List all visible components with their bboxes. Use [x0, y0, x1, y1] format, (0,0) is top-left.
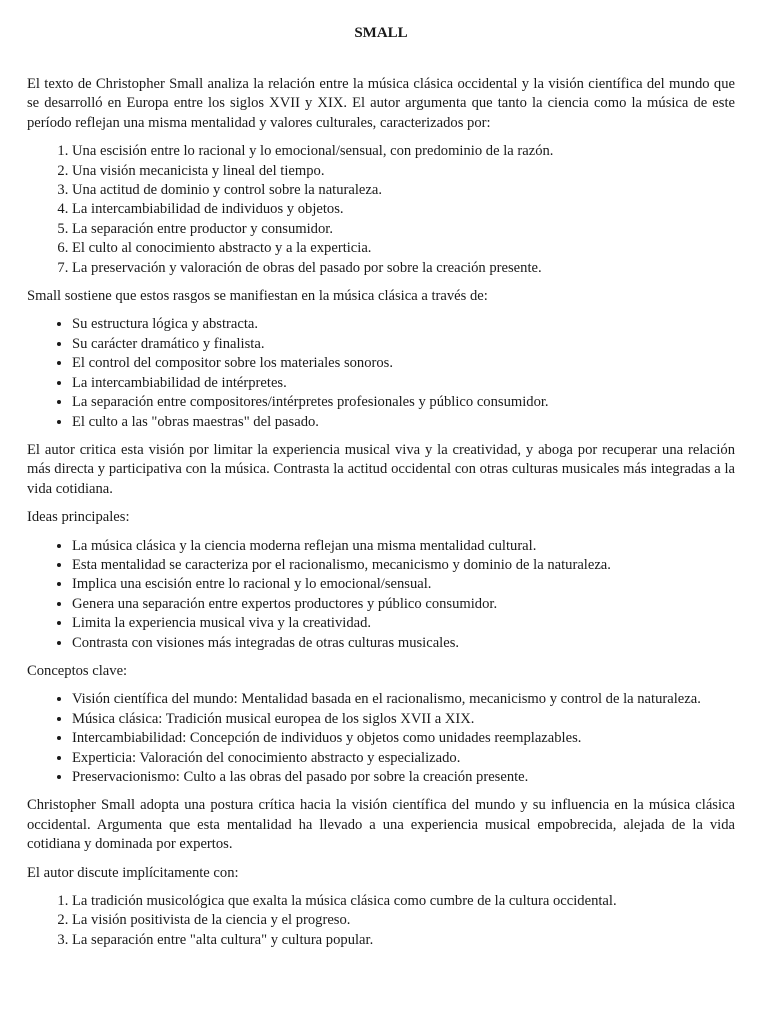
- concepts-heading: Conceptos clave:: [27, 662, 128, 679]
- list-item: • La intercambiabilidad de intérpretes.: [72, 374, 735, 393]
- list-item: 6. El culto al conocimiento abstracto y a la experticia.: [72, 239, 735, 258]
- intro-paragraph: El texto de Christopher Small analiza la relación entre la música clásica occidental y la visión científica del mundo que se desarrolló en Europa entre los siglos XVII y XIX. El autor argumenta que tanto la ciencia como la música de este período reflejan una misma mentalidad y valores culturales, caracterizados por:: [27, 76, 735, 131]
- list-item: • Esta mentalidad se caracteriza por el racionalismo, mecanicismo y dominio de la naturaleza.: [72, 556, 735, 575]
- list-item: • Implica una escisión entre lo racional y lo emocional/sensual.: [72, 575, 735, 594]
- manifestations-list: [27, 315, 735, 431]
- list-item: • Su carácter dramático y finalista.: [72, 335, 735, 354]
- traits-list: [27, 142, 735, 278]
- document-title: SMALL: [354, 25, 408, 41]
- list-item: • El culto a las "obras maestras" del pasado.: [72, 413, 735, 432]
- stance-paragraph: Christopher Small adopta una postura crítica hacia la visión científica del mundo y su influencia en la música clásica occidental. Argumenta que esta mentalidad ha llevado a una experiencia musical empobrecida, alejada de la vida cotidiana y dominada por expertos.: [27, 797, 735, 853]
- list-item: • La música clásica y la ciencia moderna reflejan una misma mentalidad cultural.: [72, 537, 735, 556]
- discussion-heading: El autor discute implícitamente con:: [27, 864, 239, 881]
- list-item: 2. Una visión mecanicista y lineal del tiempo.: [72, 162, 735, 181]
- list-item: 3. La separación entre "alta cultura" y cultura popular.: [72, 931, 735, 950]
- list-item: 4. La intercambiabilidad de individuos y objetos.: [72, 200, 735, 219]
- list-item: 7. La preservación y valoración de obras del pasado por sobre la creación presente.: [72, 259, 735, 278]
- list-item: 3. Una actitud de dominio y control sobre la naturaleza.: [72, 181, 735, 200]
- list-item: • Genera una separación entre expertos productores y público consumidor.: [72, 595, 735, 614]
- list-item: • Intercambiabilidad: Concepción de individuos y objetos como unidades reemplazables.: [72, 729, 735, 748]
- list-item: • Experticia: Valoración del conocimiento abstracto y especializado.: [72, 749, 735, 768]
- list-item: 1. Una escisión entre lo racional y lo emocional/sensual, con predominio de la razón.: [72, 142, 735, 161]
- list-item: • Música clásica: Tradición musical europea de los siglos XVII a XIX.: [72, 710, 735, 729]
- list-item: • Visión científica del mundo: Mentalidad basada en el racionalismo, mecanicismo y control de la naturaleza.: [72, 690, 735, 709]
- list-item: 1. La tradición musicológica que exalta la música clásica como cumbre de la cultura occidental.: [72, 892, 735, 911]
- main-ideas-list: [27, 537, 735, 653]
- list-item: • El control del compositor sobre los materiales sonoros.: [72, 354, 735, 373]
- critique-paragraph: El autor critica esta visión por limitar la experiencia musical viva y la creatividad, y aboga por recuperar una relación más directa y participativa con la música. Contrasta la actitud occidental con otras culturas musicales más integradas a la vida cotidiana.: [27, 441, 735, 497]
- list-item: • Su estructura lógica y abstracta.: [72, 315, 735, 334]
- list-item: • Preservacionismo: Culto a las obras del pasado por sobre la creación presente.: [72, 768, 735, 787]
- list-item: • Contrasta con visiones más integradas de otras culturas musicales.: [72, 634, 735, 653]
- concepts-list: [27, 690, 735, 787]
- list-item: • La separación entre compositores/intérpretes profesionales y público consumidor.: [72, 393, 735, 412]
- list-item: 5. La separación entre productor y consumidor.: [72, 220, 735, 239]
- discussion-list: [27, 892, 735, 950]
- list-item: 2. La visión positivista de la ciencia y el progreso.: [72, 911, 735, 930]
- main-ideas-heading: Ideas principales:: [27, 509, 130, 526]
- manifestations-intro: Small sostiene que estos rasgos se manifiestan en la música clásica a través de:: [27, 288, 488, 305]
- list-item: • Limita la experiencia musical viva y la creatividad.: [72, 614, 735, 633]
